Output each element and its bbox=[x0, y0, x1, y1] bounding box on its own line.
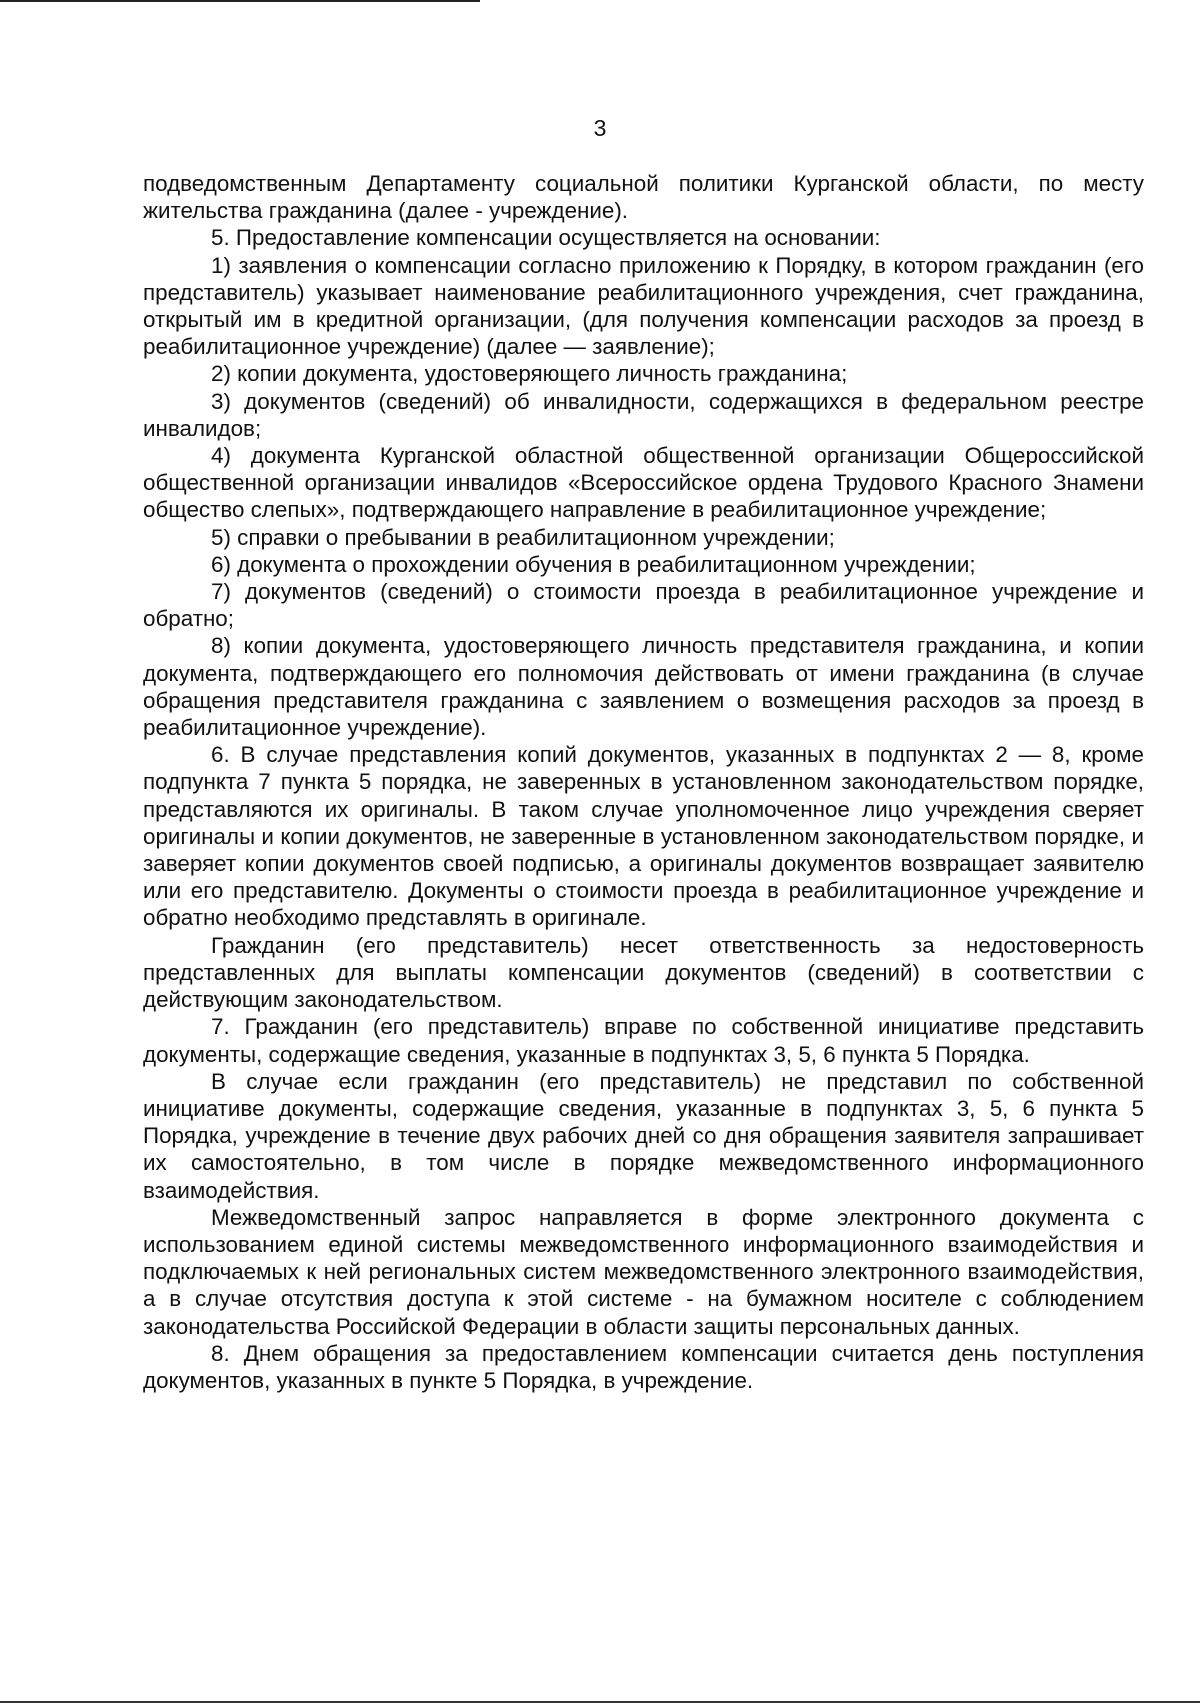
paragraph-12: 7. Гражданин (его представитель) вправе по собственной инициативе представить документы, содержащие сведения, указанные в подпунктах 3, 5, 6 пункта 5 Порядка. bbox=[143, 1014, 1144, 1067]
paragraph-13: В случае если гражданин (его представитель) не представил по собственной инициативе документы, содержащие сведения, указанные в подпунктах 3, 5, 6 пункта 5 Порядка, учреждение в течение двух рабочих дней со дня обращения заявителя запрашивает их самостоятельно, в том числе в порядке межведомственного информационного взаимодействия. bbox=[143, 1068, 1144, 1203]
page-number: 3 bbox=[593, 115, 607, 141]
paragraph-10: 6. В случае представления копий документов, указанных в подпунктах 2 — 8, кроме подпункта 7 пункта 5 порядка, не заверенных в установленном законодательством порядке, представляются их оригиналы. В таком случае уполномоченное лицо учреждения сверяет оригиналы и копии документов, не заверенные в установленном законодательством порядке, и заверяет копии документов своей подписью, а оригиналы документов возвращает заявителю или его представителю. Документы о стоимости проезда в реабилитационное учреждение и обратно необходимо представлять в оригинале. bbox=[143, 742, 1144, 931]
paragraph-0: подведомственным Департаменту социальной политики Курганской области, по месту жительства гражданина (далее - учреждение). bbox=[143, 171, 1144, 224]
paragraph-7: 6) документа о прохождении обучения в реабилитационном учреждении; bbox=[211, 551, 976, 577]
scan-edge-top bbox=[0, 0, 480, 2]
paragraph-4: 3) документов (сведений) об инвалидности, содержащихся в федеральном реестре инвалидов; bbox=[143, 388, 1144, 441]
paragraph-6: 5) справки о пребывании в реабилитационном учреждении; bbox=[211, 524, 835, 550]
paragraph-5: 4) документа Курганской областной общественной организации Общероссийской общественной организации инвалидов «Всероссийское ордена Трудового Красного Знамени общество слепых», подтверждающего направление в реабилитационное учреждение; bbox=[143, 443, 1144, 523]
paragraph-2: 1) заявления о компенсации согласно приложению к Порядку, в котором гражданин (его представитель) указывает наименование реабилитационного учреждения, счет гражданина, открытый им в кредитной организации, (для получения компенсации расходов за проезд в реабилитационное учреждение) (далее — заявление); bbox=[143, 252, 1144, 360]
paragraph-11: Гражданин (его представитель) несет ответственность за недостоверность представленных для выплаты компенсации документов (сведений) в соответствии с действующим законодательством. bbox=[143, 932, 1144, 1013]
paragraph-9: 8) копии документа, удостоверяющего личность представителя гражданина, и копии документа, подтверждающего его полномочия действовать от имени гражданина (в случае обращения представителя гражданина с заявлением о возмещения расходов за проезд в реабилитационное учреждение). bbox=[143, 633, 1144, 741]
paragraph-1: 5. Предоставление компенсации осуществляется на основании: bbox=[211, 225, 881, 251]
paragraph-3: 2) копии документа, удостоверяющего личность гражданина; bbox=[211, 361, 848, 387]
document-body bbox=[143, 170, 1144, 1394]
paragraph-15: 8. Днем обращения за предоставлением компенсации считается день поступления документов, указанных в пункте 5 Порядка, в учреждение. bbox=[143, 1340, 1144, 1393]
paragraph-8: 7) документов (сведений) о стоимости проезда в реабилитационное учреждение и обратно; bbox=[143, 579, 1144, 632]
paragraph-14: Межведомственный запрос направляется в форме электронного документа с использованием единой системы межведомственного информационного взаимодействия и подключаемых к ней региональных систем межведомственного электронного взаимодействия, а в случае отсутствия доступа к этой системе - на бумажном носителе с соблюдением законодательства Российской Федерации в области защиты персональных данных. bbox=[143, 1204, 1144, 1339]
scan-edge-bottom bbox=[0, 1701, 1200, 1703]
